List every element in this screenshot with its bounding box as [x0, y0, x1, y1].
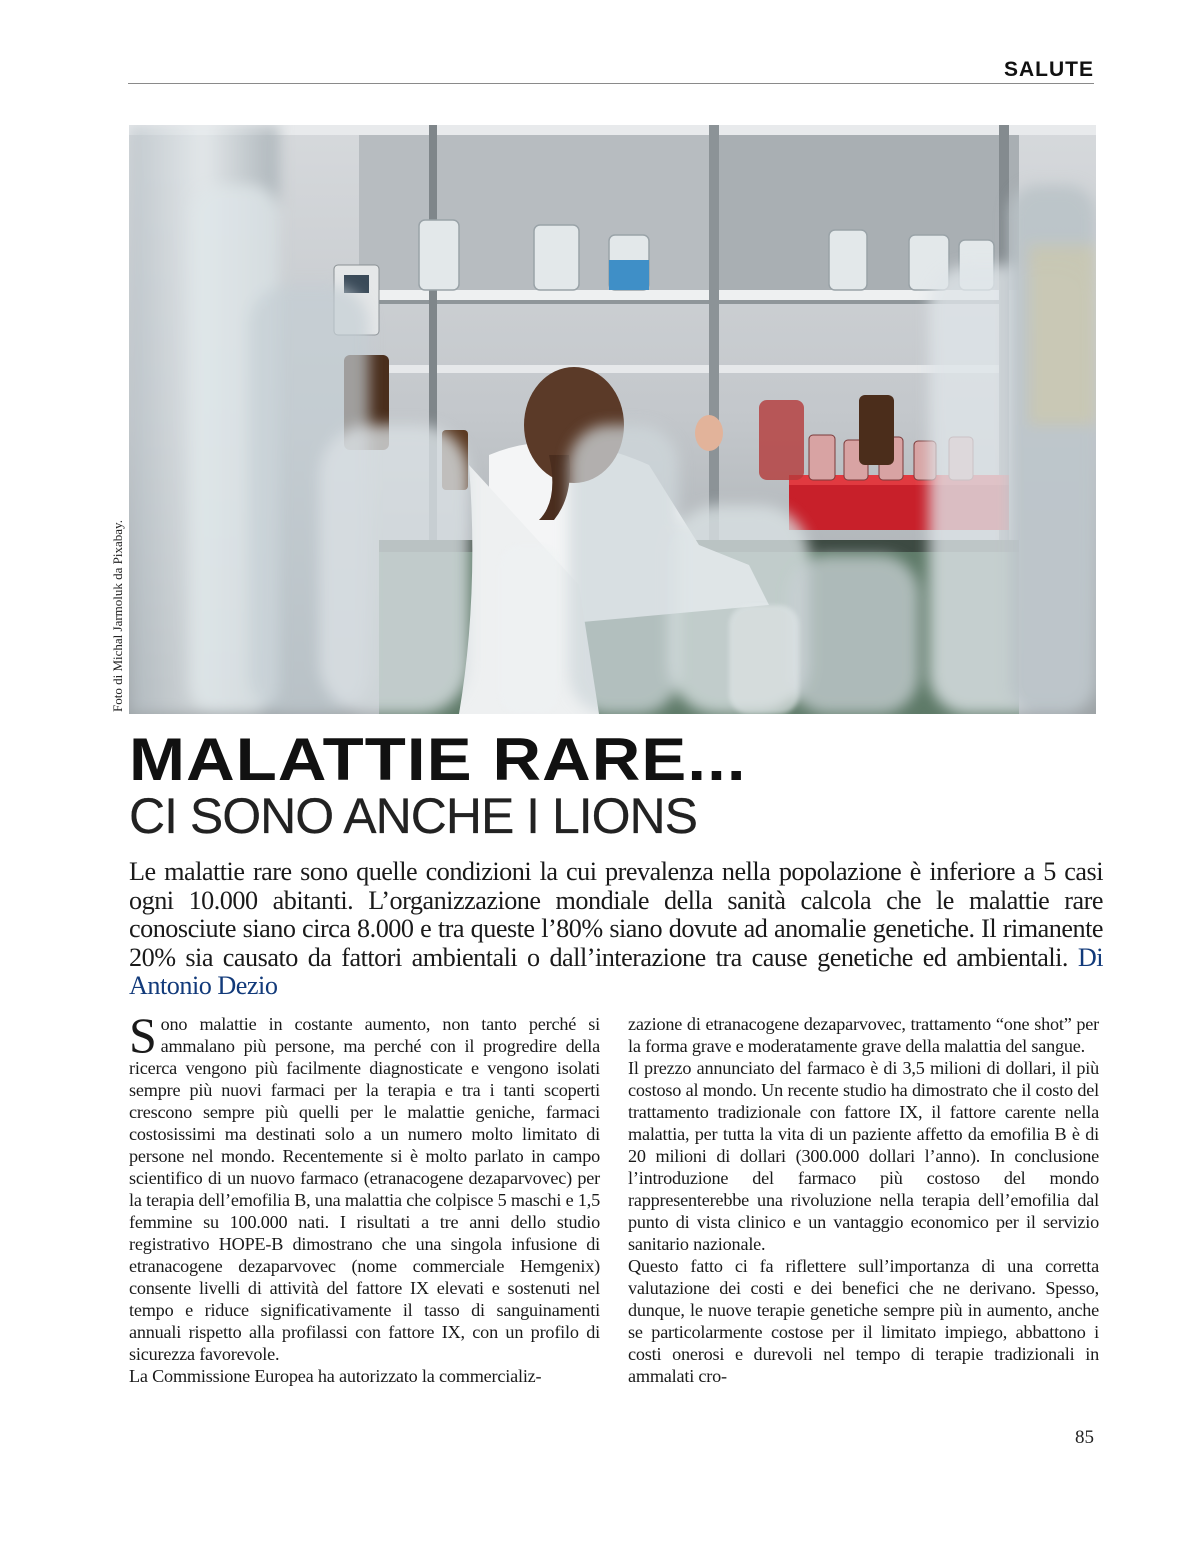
lab-photo — [129, 125, 1096, 714]
lab-photo-illustration — [129, 125, 1096, 714]
body-paragraph: Questo fatto ci fa riflettere sull’importanza di una corretta valutazione dei costi e dei benefici che ne derivano. Spesso, dunque, le nuove terapie genetiche sempre più in aumento, anche se particolarmente costose per il limitato impiego, abbattono i costi onerosi e durevoli nel tempo di terapie tradizionali in ammalati cro- — [628, 1256, 1099, 1386]
body-paragraph: zazione di etranacogene dezaparvovec, trattamento “one shot” per la forma grave e moderatamente grave della malattia del sangue. — [628, 1014, 1099, 1056]
body-column-right — [628, 1013, 1099, 1387]
body-paragraph — [129, 1007, 600, 1365]
page-number: 85 — [1075, 1427, 1094, 1448]
body-paragraph: Il prezzo annunciato del farmaco è di 3,5 milioni di dollari, il più costoso al mondo. Un recente studio ha dimostrato che il costo del trattamento tradizionale con fattore IX, il fattore carente nella malattia, per tutta la vita di un paziente affetto da emofilia B è di 20 milioni di dollari (300.000 dollari l’anno). In conclusione l’introduzione del farmaco più costoso del mondo rappresenterebbe una rivoluzione nella terapia dell’emofilia dal punto di vista clinico e un vantaggio economico per il servizio sanitario nazionale. — [628, 1058, 1099, 1254]
photo-credit: Foto di Michal Jarmoluk da Pixabay. — [110, 520, 125, 712]
article-lead — [129, 858, 1103, 1001]
body-column-left — [129, 1007, 600, 1387]
body-paragraph: La Commissione Europea ha autorizzato la commercializ- — [129, 1366, 542, 1386]
paragraph-text: ono malattie in costante aumento, non tanto perché si ammalano più persone, ma perché con il progredire della ricerca vengono più facilmente diagnosticate e vengono isolati sempre più nuovi farmaci per la terapia e tra i tanti scoperti crescono sempre più quelli per le malattie geniche, farmaci costosissimi ma destinati solo a un numero molto limitato di persone nel mondo. Recentemente si è molto parlato in campo scientifico di un nuovo farmaco (etranacogene dezaparvovec) per la terapia dell’emofilia B, una malattia che colpisce 5 maschi e 1,5 femmine su 100.000 nati. I risultati a tre anni dello studio registrativo HOPE-B dimostrano che una singola infusione di etranacogene dezaparvovec (nome commerciale Hemgenix) consente livelli di attività del fattore IX elevati e sostenuti nel tempo e riduce significativamente il tasso di sanguinamenti annuali rispetto alla profilassi con fattore IX, con un profilo di sicurezza favorevole. — [129, 1014, 600, 1364]
header-rule — [128, 83, 1094, 84]
article-title: MALATTIE RARE... — [129, 726, 747, 793]
section-label: SALUTE — [1004, 58, 1094, 81]
drop-cap: S — [129, 1007, 157, 1063]
article-subtitle: CI SONO ANCHE I LIONS — [129, 788, 698, 844]
author-byline: Di Antonio Dezio — [129, 942, 1103, 1000]
lead-text: Le malattie rare sono quelle condizioni la cui prevalenza nella popolazione è inferiore a 5 casi ogni 10.000 abitanti. L’organizzazione mondiale della sanità calcola che le malattie rare conosciute siano circa 8.000 e tra queste l’80% siano dovute ad anomalie genetiche. Il rimanente 20% sia causato da fattori ambientali o dall’interazione tra cause genetiche ed ambientali. — [129, 857, 1103, 972]
